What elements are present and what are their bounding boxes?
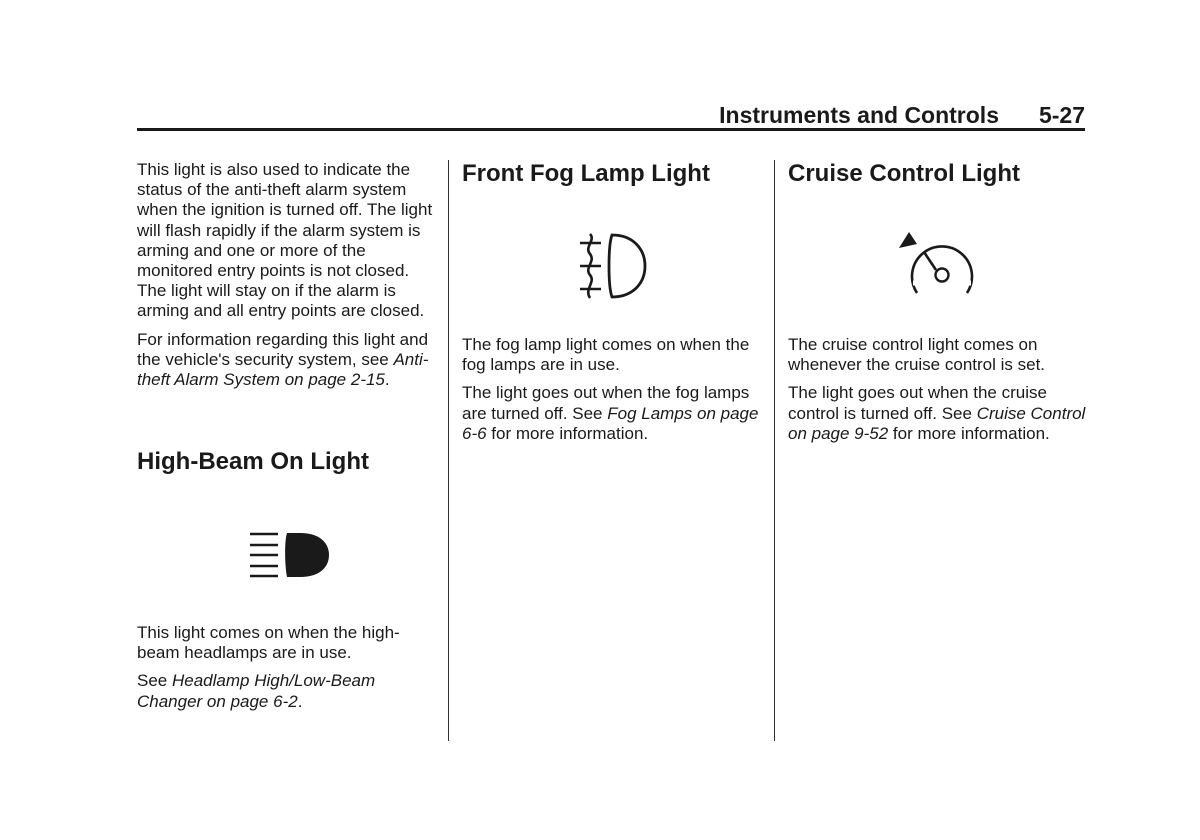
paragraph xyxy=(788,383,1088,444)
fog-lamp-icon xyxy=(574,230,650,302)
column-divider xyxy=(448,160,449,741)
section-heading-high-beam: High-Beam On Light xyxy=(137,448,369,475)
paragraph: The cruise control light comes on whenever the cruise control is set. xyxy=(788,335,1046,375)
section-heading-cruise-control: Cruise Control Light xyxy=(788,160,1020,187)
fog-lamp-text xyxy=(462,335,762,452)
text: The light goes out when the fog lamps are turned off. See xyxy=(462,383,750,423)
cruise-control-icon xyxy=(895,230,977,302)
section-title: Instruments and Controls xyxy=(719,102,999,128)
section-heading-fog-lamp: Front Fog Lamp Light xyxy=(462,160,710,187)
cross-reference-link[interactable]: Fog Lamps on page 6-6 xyxy=(462,403,759,443)
cross-reference-link[interactable]: Headlamp High/Low-Beam Changer on page 6-2 xyxy=(137,671,376,711)
cross-reference-link[interactable]: Cruise Control on page 9-52 xyxy=(788,403,1086,443)
text: The light goes out when the cruise control is turned off. See xyxy=(788,383,1047,423)
page-number: 5-27 xyxy=(1038,102,1085,128)
paragraph: This light is also used to indicate the status of the anti-theft alarm system when the ignition is turned off. The light will flash rapidly if the alarm system is arming and one or more of the monitored entry points is not closed. The light will stay on if the alarm is arming and all entry points are closed. xyxy=(137,160,433,321)
text: . xyxy=(384,370,390,390)
text: See xyxy=(137,671,172,691)
column-divider xyxy=(774,160,775,741)
paragraph xyxy=(137,671,437,711)
cruise-control-text xyxy=(788,335,1088,452)
text: . xyxy=(297,691,303,711)
paragraph: The fog lamp light comes on when the fog lamps are in use. xyxy=(462,335,750,375)
high-beam-text xyxy=(137,623,437,720)
page-header xyxy=(137,100,1085,128)
column-1 xyxy=(137,160,437,398)
text: For information regarding this light and the vehicle's security system, see xyxy=(137,329,429,369)
paragraph: This light comes on when the high-beam headlamps are in use. xyxy=(137,623,400,663)
text: for more information. xyxy=(888,423,1050,443)
text: for more information. xyxy=(486,423,649,443)
cross-reference-link[interactable]: Anti-theft Alarm System on page 2-15 xyxy=(137,349,429,390)
header-rule xyxy=(137,128,1085,131)
paragraph xyxy=(137,330,437,391)
paragraph xyxy=(462,383,762,444)
high-beam-icon xyxy=(247,530,331,582)
